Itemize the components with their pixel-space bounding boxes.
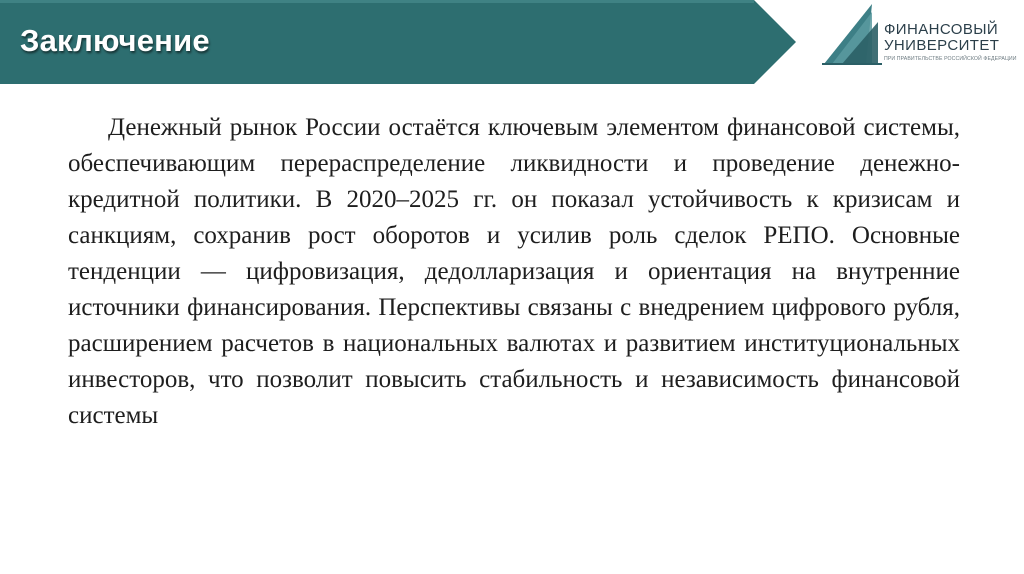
university-logo bbox=[822, 2, 1022, 68]
conclusion-paragraph: Денежный рынок России остаётся ключевым элементом финансовой системы, обеспечивающим перераспределение ликвидности и проведение денежно-кредитной политики. В 2020–2025 гг. он показал устойчивость к кризисам и санкциям, сохранив рост оборотов и усилив роль сделок РЕПО. Основные тенденции — цифровизация, дедолларизация и ориентация на внутренние источники финансирования. Перспективы связаны с внедрением цифрового рубля, расширением расчетов в национальных валютах и развитием институциональных инвесторов, что позволит повысить стабильность и независимость финансовой системы bbox=[68, 114, 960, 429]
title-band-highlight bbox=[0, 0, 754, 3]
slide-title: Заключение bbox=[20, 23, 210, 58]
logo-line-university: УНИВЕРСИТЕТ bbox=[884, 37, 1000, 54]
university-spire-icon bbox=[822, 2, 884, 66]
logo-line-financial: ФИНАНСОВЫЙ bbox=[884, 21, 999, 38]
logo-line-government: ПРИ ПРАВИТЕЛЬСТВЕ РОССИЙСКОЙ ФЕДЕРАЦИИ bbox=[884, 56, 1017, 62]
